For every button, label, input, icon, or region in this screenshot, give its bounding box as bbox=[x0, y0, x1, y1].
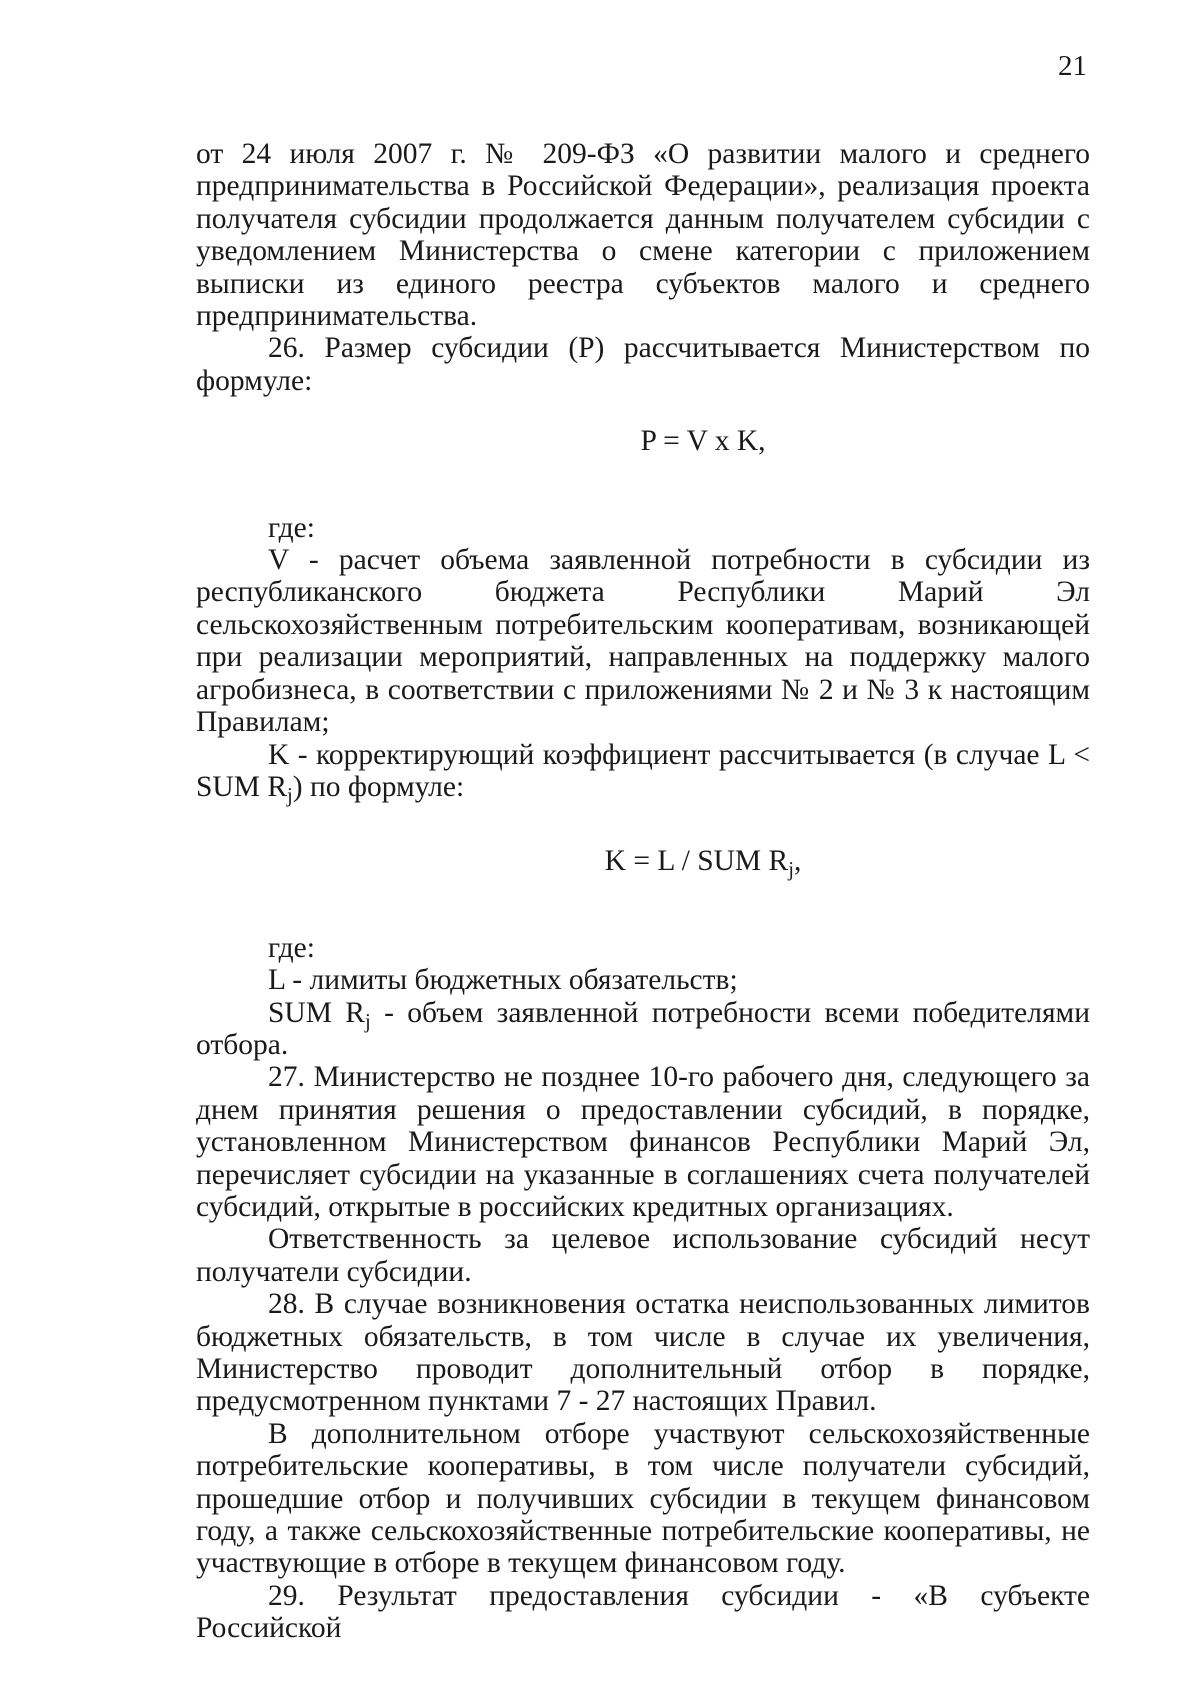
definition-k-subscript: j bbox=[287, 785, 293, 808]
definition-sum-tail: - объем заявленной потребности всеми победителями отбора. bbox=[196, 996, 1090, 1061]
formula-k-tail: , bbox=[793, 845, 802, 878]
formula-p: P = V x K, bbox=[640, 425, 766, 458]
page-number: 21 bbox=[1058, 50, 1087, 82]
paragraph-29: 29. Результат предоставления субсидии - «В субъекте Российской bbox=[196, 1579, 1090, 1645]
definition-k bbox=[196, 738, 1090, 808]
definition-v: V - расчет объема заявленной потребности в субсидии из республиканского бюджета Республики Марий Эл сельскохозяйственным потребительским кооперативам, возникающей при реализации мероприятий, направленных на поддержку малого агробизнеса, в соответствии с приложениями № 2 и № 3 к настоящим Правилам; bbox=[196, 544, 1090, 739]
formula-k-text: K = L / SUM R bbox=[604, 845, 789, 878]
paragraph-additional-selection: В дополнительном отборе участвуют сельскохозяйственные потребительские кооперативы, в том числе получатели субсидий, прошедшие отбор и получивших субсидии в текущем финансовом году, а также сельскохозяйственные потребительские кооперативы, не участвующие в отборе в текущем финансовом году. bbox=[196, 1417, 1090, 1580]
definition-sum-text: SUM R bbox=[268, 996, 365, 1029]
paragraph-27: 27. Министерство не позднее 10-го рабочего дня, следующего за днем принятия решения о предоставлении субсидий, в порядке, установленном Министерством финансов Республики Марий Эл, перечисляет субсидии на указанные в соглашениях счета получателей субсидий, открытые в российских кредитных организациях. bbox=[196, 1061, 1090, 1223]
paragraph-responsibility: Ответственность за целевое использование субсидий несут получатели субсидии. bbox=[196, 1223, 1090, 1288]
where-label-2: где: bbox=[268, 931, 315, 964]
formula-k bbox=[196, 845, 1090, 882]
paragraph-26: 26. Размер субсидии (P) рассчитывается Министерством по формуле: bbox=[196, 332, 1090, 397]
document-body bbox=[196, 138, 1090, 1645]
definition-k-tail: ) по формуле: bbox=[292, 770, 465, 803]
paragraph-continuation: от 24 июля 2007 г. № 209-ФЗ «О развитии малого и среднего предпринимательства в Российской Федерации», реализация проекта получателя субсидии продолжается данным получателем субсидии с уведомлением Министерства о смене категории с приложением выписки из единого реестра субъектов малого и среднего предпринимательства. bbox=[196, 138, 1090, 333]
definition-sum bbox=[196, 997, 1090, 1062]
definition-k-text: K - корректирующий коэффициент рассчитывается (в случае L < SUM R bbox=[196, 738, 1090, 803]
formula-k-subscript: j bbox=[788, 859, 794, 882]
where-label-1: где: bbox=[268, 511, 315, 544]
definition-l: L - лимиты бюджетных обязательств; bbox=[268, 964, 738, 997]
paragraph-28: 28. В случае возникновения остатка неиспользованных лимитов бюджетных обязательств, в том числе в случае их увеличения, Министерство проводит дополнительный отбор в порядке, предусмотренном пунктами 7 - 27 настоящих Правил. bbox=[196, 1288, 1090, 1418]
definition-sum-subscript: j bbox=[364, 1010, 371, 1033]
